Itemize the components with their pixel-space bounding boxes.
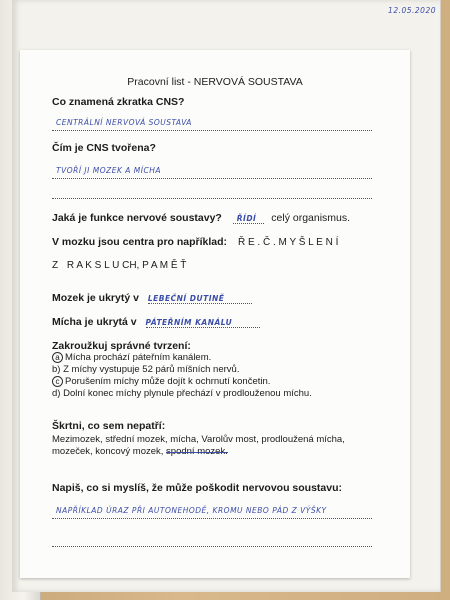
answer-nervous-function: ŘÍDÍ (233, 214, 265, 224)
answer-brain-centers-letters: R A K S L U CH, P A M Ě Ť (66, 260, 187, 271)
option-letter: d (52, 388, 58, 399)
answer-brain-location: LEBEČNÍ DUTINĚ (148, 294, 253, 304)
question-spinal-location (52, 316, 260, 328)
option-a (52, 352, 211, 363)
question-brain-location (52, 292, 252, 304)
circled-option-letter: a (52, 352, 63, 363)
letter-z: Z (52, 260, 59, 271)
option-text: Z míchy vystupuje 52 párů míšních nervů. (63, 364, 240, 375)
question-text: Mícha je ukrytá v (52, 316, 137, 328)
question-cns-abbreviation: Co znamená zkratka CNS? (52, 96, 185, 108)
option-d: d) Dolní konec míchy plynule přechází v prodlouženou míchu. (52, 388, 312, 399)
option-text: Mícha prochází páteřním kanálem. (65, 352, 212, 363)
question-suffix: celý organismus. (271, 212, 351, 224)
answer-line (52, 178, 372, 179)
answer-cns-composition: TVOŘÍ JI MOZEK A MÍCHA (56, 166, 161, 175)
struck-item: spodní mozek. (166, 446, 228, 457)
worksheet (20, 50, 410, 578)
option-b: b) Z míchy vystupuje 52 párů míšních nervů. (52, 364, 240, 375)
question-cross-out: Škrtni, co sem nepatří: (52, 420, 166, 432)
question-text: Mozek je ukrytý v (52, 292, 139, 304)
question-text: V mozku jsou centra pro například: (52, 236, 228, 248)
question-damage: Napiš, co si myslíš, že může poškodit nervovou soustavu: (52, 482, 342, 494)
answer-line (52, 198, 372, 199)
cross-out-line2 (52, 446, 228, 457)
handwritten-date: 12.05.2020 (388, 6, 436, 15)
question-cns-composition: Čím je CNS tvořena? (52, 142, 156, 154)
answer-line (52, 130, 372, 131)
question-nervous-function (52, 212, 350, 224)
answer-damage: NAPŘÍKLAD ÚRAZ PŘI AUTONEHODĚ, KROMU NEBO PÁD Z VÝŠKY (56, 506, 327, 515)
circled-option-letter: c (52, 376, 63, 387)
option-letter: b (52, 364, 58, 375)
question-brain-centers (52, 236, 338, 248)
worksheet-title: Pracovní list - NERVOVÁ SOUSTAVA (127, 76, 303, 88)
answer-line (52, 518, 372, 519)
answer-line (52, 546, 372, 547)
option-c (52, 376, 270, 387)
answer-spinal-location: PÁTEŘNÍM KANÁLU (146, 318, 261, 328)
answer-brain-centers-line1: Ř E . Č . M Y Š L E N Í (237, 237, 339, 248)
option-text: Dolní konec míchy plynule přechází v prodlouženou míchu. (63, 388, 312, 399)
question-circle-correct: Zakroužkuj správné tvrzení: (52, 340, 191, 352)
answer-cns-abbreviation: CENTRÁLNÍ NERVOVÁ SOUSTAVA (56, 118, 192, 127)
option-text: Porušením míchy může dojít k ochrnutí končetin. (65, 376, 271, 387)
answer-brain-centers-line2 (52, 260, 186, 271)
cross-out-line1: Mezimozek, střední mozek, mícha, Varolův most, prodloužená mícha, (52, 434, 345, 445)
question-text: Jaká je funkce nervové soustavy? (52, 212, 222, 224)
cross-out-items: mozeček, koncový mozek, (52, 446, 164, 457)
